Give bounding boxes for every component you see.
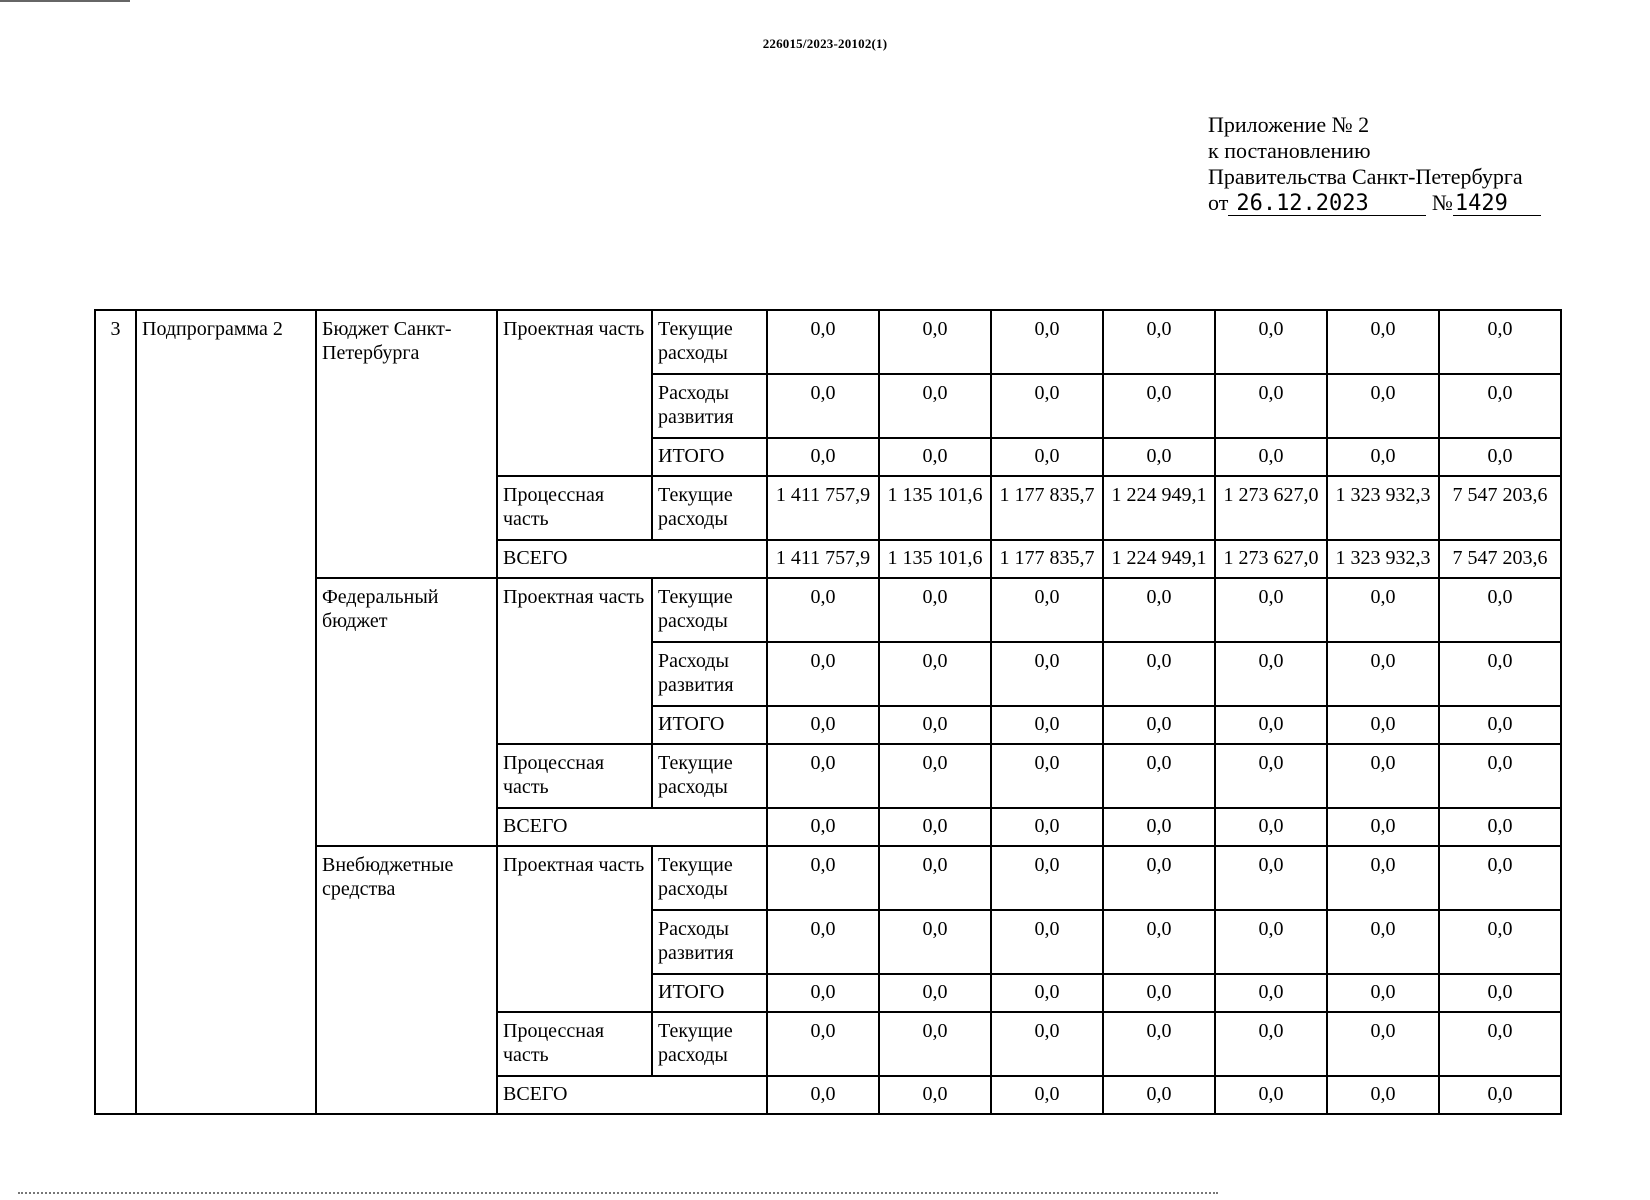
value-cell: 0,0 bbox=[1215, 1076, 1327, 1114]
value-cell: 0,0 bbox=[1103, 744, 1215, 808]
value-cell: 0,0 bbox=[1439, 374, 1561, 438]
document-registration-number: 226015/2023-20102(1) bbox=[762, 36, 888, 51]
value-cell: 0,0 bbox=[879, 1076, 991, 1114]
value-cell: 0,0 bbox=[1327, 438, 1439, 476]
value-cell: 0,0 bbox=[879, 808, 991, 846]
value-cell: 0,0 bbox=[1327, 374, 1439, 438]
value-cell: 0,0 bbox=[767, 1076, 879, 1114]
value-cell: 0,0 bbox=[1103, 1012, 1215, 1076]
table-row bbox=[95, 310, 1561, 374]
funding-source: Федеральный бюджет bbox=[316, 578, 497, 846]
grand-total-label: ВСЕГО bbox=[497, 1076, 767, 1114]
value-cell: 1 177 835,7 bbox=[991, 540, 1103, 578]
value-cell: 0,0 bbox=[1439, 578, 1561, 642]
value-cell: 0,0 bbox=[1215, 706, 1327, 744]
date-prefix: от bbox=[1208, 190, 1229, 215]
value-cell: 0,0 bbox=[1103, 578, 1215, 642]
part-label: Проектная часть bbox=[497, 578, 652, 744]
value-cell: 0,0 bbox=[879, 578, 991, 642]
value-cell: 0,0 bbox=[991, 706, 1103, 744]
value-cell: 0,0 bbox=[767, 706, 879, 744]
expense-type: Текущие расходы bbox=[652, 744, 767, 808]
value-cell: 0,0 bbox=[1215, 808, 1327, 846]
value-cell: 0,0 bbox=[1215, 1012, 1327, 1076]
value-cell: 0,0 bbox=[1103, 808, 1215, 846]
value-cell: 0,0 bbox=[1439, 910, 1561, 974]
value-cell: 0,0 bbox=[767, 1012, 879, 1076]
value-cell: 1 135 101,6 bbox=[879, 540, 991, 578]
value-cell: 1 323 932,3 bbox=[1327, 476, 1439, 540]
funding-source: Внебюджетные средства bbox=[316, 846, 497, 1114]
appendix-reference: к постановлению bbox=[1208, 138, 1371, 163]
expense-type: Текущие расходы bbox=[652, 310, 767, 374]
value-cell: 0,0 bbox=[1439, 642, 1561, 706]
value-cell: 0,0 bbox=[879, 910, 991, 974]
value-cell: 0,0 bbox=[1215, 438, 1327, 476]
value-cell: 1 177 835,7 bbox=[991, 476, 1103, 540]
value-cell: 0,0 bbox=[1215, 846, 1327, 910]
part-label: Процессная часть bbox=[497, 476, 652, 540]
value-cell: 0,0 bbox=[991, 642, 1103, 706]
expense-type: Расходы развития bbox=[652, 642, 767, 706]
appendix-authority: Правительства Санкт-Петербурга bbox=[1208, 164, 1523, 189]
value-cell: 0,0 bbox=[1439, 974, 1561, 1012]
value-cell: 1 135 101,6 bbox=[879, 476, 991, 540]
value-cell: 0,0 bbox=[879, 846, 991, 910]
value-cell: 0,0 bbox=[991, 974, 1103, 1012]
value-cell: 0,0 bbox=[1439, 846, 1561, 910]
appendix-title: Приложение № 2 bbox=[1208, 112, 1370, 137]
value-cell: 0,0 bbox=[1103, 374, 1215, 438]
part-label: Проектная часть bbox=[497, 310, 652, 476]
value-cell: 0,0 bbox=[991, 374, 1103, 438]
value-cell: 0,0 bbox=[1327, 310, 1439, 374]
value-cell: 0,0 bbox=[1103, 310, 1215, 374]
value-cell: 0,0 bbox=[767, 310, 879, 374]
value-cell: 0,0 bbox=[1439, 744, 1561, 808]
value-cell: 0,0 bbox=[991, 910, 1103, 974]
row-number: 3 bbox=[95, 310, 136, 1114]
value-cell: 0,0 bbox=[767, 642, 879, 706]
value-cell: 0,0 bbox=[991, 744, 1103, 808]
value-cell: 0,0 bbox=[767, 846, 879, 910]
value-cell: 0,0 bbox=[991, 578, 1103, 642]
value-cell: 0,0 bbox=[1103, 910, 1215, 974]
value-cell: 0,0 bbox=[1327, 846, 1439, 910]
value-cell: 0,0 bbox=[1215, 578, 1327, 642]
value-cell: 7 547 203,6 bbox=[1439, 476, 1561, 540]
grand-total-label: ВСЕГО bbox=[497, 540, 767, 578]
value-cell: 0,0 bbox=[1327, 808, 1439, 846]
value-cell: 0,0 bbox=[767, 808, 879, 846]
value-cell: 0,0 bbox=[767, 438, 879, 476]
value-cell: 0,0 bbox=[991, 310, 1103, 374]
expense-type: Расходы развития bbox=[652, 910, 767, 974]
appendix-header bbox=[1208, 112, 1541, 216]
value-cell: 0,0 bbox=[879, 310, 991, 374]
value-cell: 0,0 bbox=[1327, 744, 1439, 808]
value-cell: 0,0 bbox=[1215, 910, 1327, 974]
value-cell: 0,0 bbox=[1327, 1012, 1439, 1076]
value-cell: 0,0 bbox=[767, 910, 879, 974]
expense-type: Текущие расходы bbox=[652, 1012, 767, 1076]
value-cell: 0,0 bbox=[1439, 808, 1561, 846]
expense-type: ИТОГО bbox=[652, 706, 767, 744]
value-cell: 0,0 bbox=[1103, 846, 1215, 910]
funding-source: Бюджет Санкт-Петербурга bbox=[316, 310, 497, 578]
value-cell: 0,0 bbox=[1439, 438, 1561, 476]
value-cell: 0,0 bbox=[1215, 974, 1327, 1012]
value-cell: 0,0 bbox=[879, 744, 991, 808]
value-cell: 0,0 bbox=[1215, 374, 1327, 438]
part-label: Процессная часть bbox=[497, 744, 652, 808]
value-cell: 1 323 932,3 bbox=[1327, 540, 1439, 578]
value-cell: 0,0 bbox=[1327, 974, 1439, 1012]
value-cell: 0,0 bbox=[991, 438, 1103, 476]
value-cell: 0,0 bbox=[1327, 1076, 1439, 1114]
value-cell: 0,0 bbox=[1439, 706, 1561, 744]
value-cell: 0,0 bbox=[991, 808, 1103, 846]
value-cell: 1 224 949,1 bbox=[1103, 476, 1215, 540]
value-cell: 0,0 bbox=[879, 974, 991, 1012]
appendix-date-number-line bbox=[1208, 190, 1541, 216]
value-cell: 0,0 bbox=[879, 706, 991, 744]
resolution-number: 1429 bbox=[1453, 193, 1541, 216]
budget-table-body bbox=[95, 310, 1561, 1114]
expense-type: Текущие расходы bbox=[652, 846, 767, 910]
expense-type: Текущие расходы bbox=[652, 578, 767, 642]
value-cell: 0,0 bbox=[991, 1012, 1103, 1076]
value-cell: 0,0 bbox=[1439, 1012, 1561, 1076]
value-cell: 0,0 bbox=[991, 1076, 1103, 1114]
expense-type: ИТОГО bbox=[652, 974, 767, 1012]
part-label: Процессная часть bbox=[497, 1012, 652, 1076]
value-cell: 0,0 bbox=[767, 578, 879, 642]
scan-artifact bbox=[18, 1192, 1218, 1197]
value-cell: 0,0 bbox=[767, 374, 879, 438]
part-label: Проектная часть bbox=[497, 846, 652, 1012]
expense-type: Расходы развития bbox=[652, 374, 767, 438]
scan-artifact bbox=[0, 0, 130, 4]
value-cell: 0,0 bbox=[1439, 1076, 1561, 1114]
value-cell: 1 411 757,9 bbox=[767, 540, 879, 578]
value-cell: 0,0 bbox=[1327, 910, 1439, 974]
budget-table bbox=[94, 309, 1562, 1115]
expense-type: ИТОГО bbox=[652, 438, 767, 476]
value-cell: 0,0 bbox=[1327, 578, 1439, 642]
value-cell: 0,0 bbox=[1215, 744, 1327, 808]
value-cell: 1 411 757,9 bbox=[767, 476, 879, 540]
value-cell: 0,0 bbox=[767, 974, 879, 1012]
value-cell: 0,0 bbox=[1103, 642, 1215, 706]
value-cell: 0,0 bbox=[879, 1012, 991, 1076]
value-cell: 1 273 627,0 bbox=[1215, 540, 1327, 578]
value-cell: 0,0 bbox=[1327, 642, 1439, 706]
value-cell: 7 547 203,6 bbox=[1439, 540, 1561, 578]
subprogram-name: Подпрограмма 2 bbox=[136, 310, 316, 1114]
value-cell: 0,0 bbox=[1103, 974, 1215, 1012]
grand-total-label: ВСЕГО bbox=[497, 808, 767, 846]
value-cell: 0,0 bbox=[1215, 310, 1327, 374]
value-cell: 0,0 bbox=[1103, 706, 1215, 744]
value-cell: 0,0 bbox=[1215, 642, 1327, 706]
value-cell: 0,0 bbox=[879, 438, 991, 476]
resolution-date: 26.12.2023 bbox=[1228, 193, 1426, 216]
value-cell: 0,0 bbox=[1103, 1076, 1215, 1114]
value-cell: 0,0 bbox=[767, 744, 879, 808]
value-cell: 0,0 bbox=[1439, 310, 1561, 374]
value-cell: 0,0 bbox=[1103, 438, 1215, 476]
value-cell: 0,0 bbox=[879, 374, 991, 438]
value-cell: 0,0 bbox=[991, 846, 1103, 910]
number-prefix: № bbox=[1431, 190, 1453, 215]
value-cell: 1 224 949,1 bbox=[1103, 540, 1215, 578]
value-cell: 0,0 bbox=[1327, 706, 1439, 744]
value-cell: 0,0 bbox=[879, 642, 991, 706]
value-cell: 1 273 627,0 bbox=[1215, 476, 1327, 540]
expense-type: Текущие расходы bbox=[652, 476, 767, 540]
